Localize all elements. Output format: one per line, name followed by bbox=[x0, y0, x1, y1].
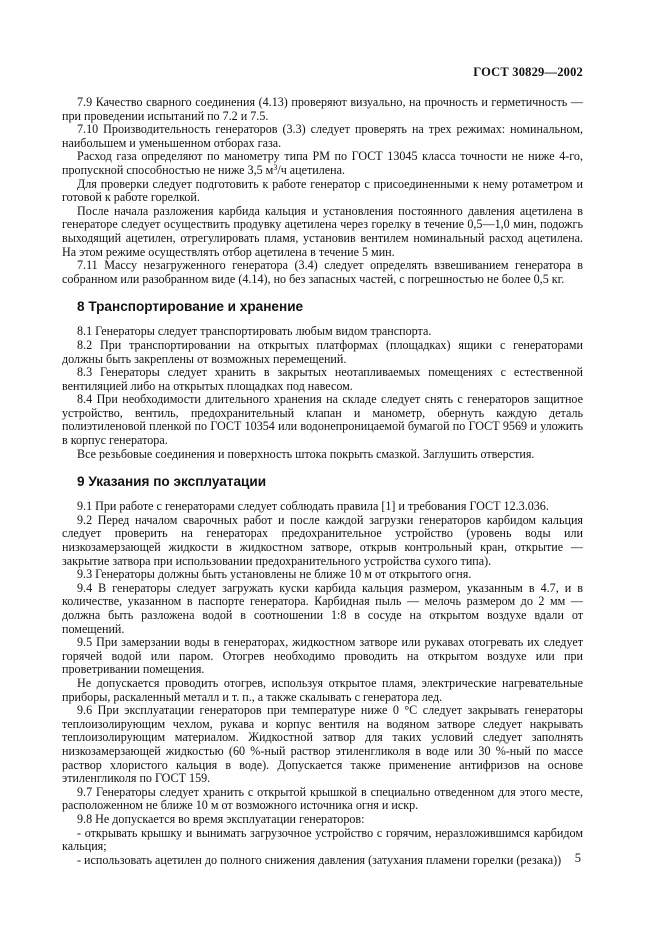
gas-flow-unit: /ч ацетилена. bbox=[277, 162, 346, 177]
cubic-superscript: 3 bbox=[273, 162, 278, 172]
paragraph-7-11: 7.11 Массу незагруженного генератора (3.4) следует определять взвешиванием генератора в собранном или разобранном виде (4.14), но без запасных частей, с погрешностью не более 0,5 кг. bbox=[62, 258, 583, 286]
paragraph-9-3: 9.3 Генераторы должны быть установлены не ближе 10 м от открытого огня. bbox=[77, 567, 472, 582]
paragraph-7-10: 7.10 Производительность генераторов (3.3) следует проверять на трех режимах: номинальном, наибольшем и уменьшенном отборах газа. bbox=[62, 122, 583, 150]
document-body bbox=[62, 96, 583, 867]
paragraph-9-8: 9.8 Не допускается во время эксплуатации генераторов: bbox=[77, 811, 365, 826]
paragraph-thread: Все резьбовые соединения и поверхность штока покрыть смазкой. Заглушить отверстия. bbox=[77, 446, 535, 461]
paragraph-9-1: 9.1 При работе с генераторами следует соблюдать правила [1] и требования ГОСТ 12.3.036. bbox=[77, 499, 549, 514]
paragraph-8-4: 8.4 При необходимости длительного хранения на складе следует снять с генераторов защитное устройство, вентиль, предохранительный клапан и манометр, обернуть каждую деталь полиэтиленовой пленкой по ГОСТ 10354 или водонепроницаемой бумагой по ГОСТ 9569 и уложить в корпус генератора. bbox=[62, 392, 583, 448]
paragraph-8-1: 8.1 Генераторы следует транспортировать любым видом транспорта. bbox=[77, 324, 432, 339]
gas-flow-text: Расход газа определяют по манометру типа РМ по ГОСТ 13045 класса точности не ниже 4-го, пропускной способностью не ниже 3,5 м bbox=[62, 149, 583, 177]
paragraph-after-start: После начала разложения карбида кальция и установления постоянного давления ацетилена в генераторе следует осуществить продувку ацетилена через горелку в течение 0,5—1,0 мин, подожгь выходящий ацетилен, отрегулировать пламя, установив вентилем номинальный расход ацетилена. На этом режиме осуществлять отбор ацетилена в течение 5 мин. bbox=[62, 203, 583, 259]
section-8-heading: 8 Транспортирование и хранение bbox=[77, 299, 304, 315]
paragraph-9-4: 9.4 В генераторы следует загружать куски карбида кальция размером, указанным в 4.7, и в количестве, указанном в паспорте генератора. Карбидная пыль — мелочь размером до 2 мм — должна быть разложена водой в соотношении 1:8 в сосуде на открытом воздухе вдали от помещений. bbox=[62, 580, 583, 636]
document-header: ГОСТ 30829—2002 bbox=[473, 65, 583, 79]
paragraph-check: Для проверки следует подготовить к работе генератор с присоединенными к нему ротаметром и готовой к работе горелкой. bbox=[62, 176, 583, 205]
paragraph-8-2: 8.2 При транспортировании на открытых платформах (площадках) ящики с генераторами должны быть закреплены от возможных перемещений. bbox=[62, 337, 583, 366]
paragraph-9-5: 9.5 При замерзании воды в генераторах, жидкостном затворе или рукавах отогревать их следует горячей водой или паром. Отогрев необходимо проводить на открытом воздухе или при проветривании помещения. bbox=[62, 635, 583, 677]
paragraph-7-9: 7.9 Качество сварного соединения (4.13) проверяют визуально, на прочность и герметичность — при проведении испытаний по 7.2 и 7.5. bbox=[62, 95, 583, 123]
list-item-open-lid: - открывать крышку и вынимать загрузочное устройство с горячим, неразложившимся карбидом кальция; bbox=[62, 825, 583, 854]
paragraph-8-3: 8.3 Генераторы следует хранить в закрытых неотапливаемых помещениях с естественной вентиляцией либо на открытых площадках под навесом. bbox=[62, 365, 583, 393]
paragraph-no-fire: Не допускается проводить отогрев, используя открытое пламя, электрические нагревательные приборы, раскаленный металл и т. п., а также скалывать с генератора лед. bbox=[62, 675, 583, 704]
list-item-use-acetylene: - использовать ацетилен до полного снижения давления (затухания пламени горелки (резака)) bbox=[77, 852, 562, 867]
paragraph-9-6: 9.6 При эксплуатации генераторов при температуре ниже 0 °С следует закрывать генераторы теплоизолирующим чехлом, рукава и корпус вентиля на водяном затворе следует накрывать теплоизолирующим материалом. Жидкостной затвор для таких условий следует заполнять низкозамерзающей жидкостью (60 %-ный раствор этиленгликоля в воде или 30 %-ный по массе раствор хлористого кальция в воде). Допускается также применение антифризов на основе этиленгликоля по ГОСТ 159. bbox=[62, 703, 583, 786]
paragraph-9-2: 9.2 Перед началом сварочных работ и после каждой загрузки генераторов карбидом кальция следует проверить на генераторах предохранительное устройство (уровень воды или низкозамерзающей жидкости в жидкостном затворе, открыв контрольный кран, открытие — закрытие затвора при использовании предохранительного устройства сухого типа). bbox=[62, 512, 583, 568]
section-9-heading: 9 Указания по эксплуатации bbox=[77, 474, 267, 490]
page-number: 5 bbox=[574, 851, 581, 865]
paragraph-9-7: 9.7 Генераторы следует хранить с открытой крышкой в специально отведенном для этого месте, расположенном не ближе 10 м от возможного источника огня и искр. bbox=[62, 784, 583, 813]
paragraph-gas-flow bbox=[62, 150, 583, 177]
